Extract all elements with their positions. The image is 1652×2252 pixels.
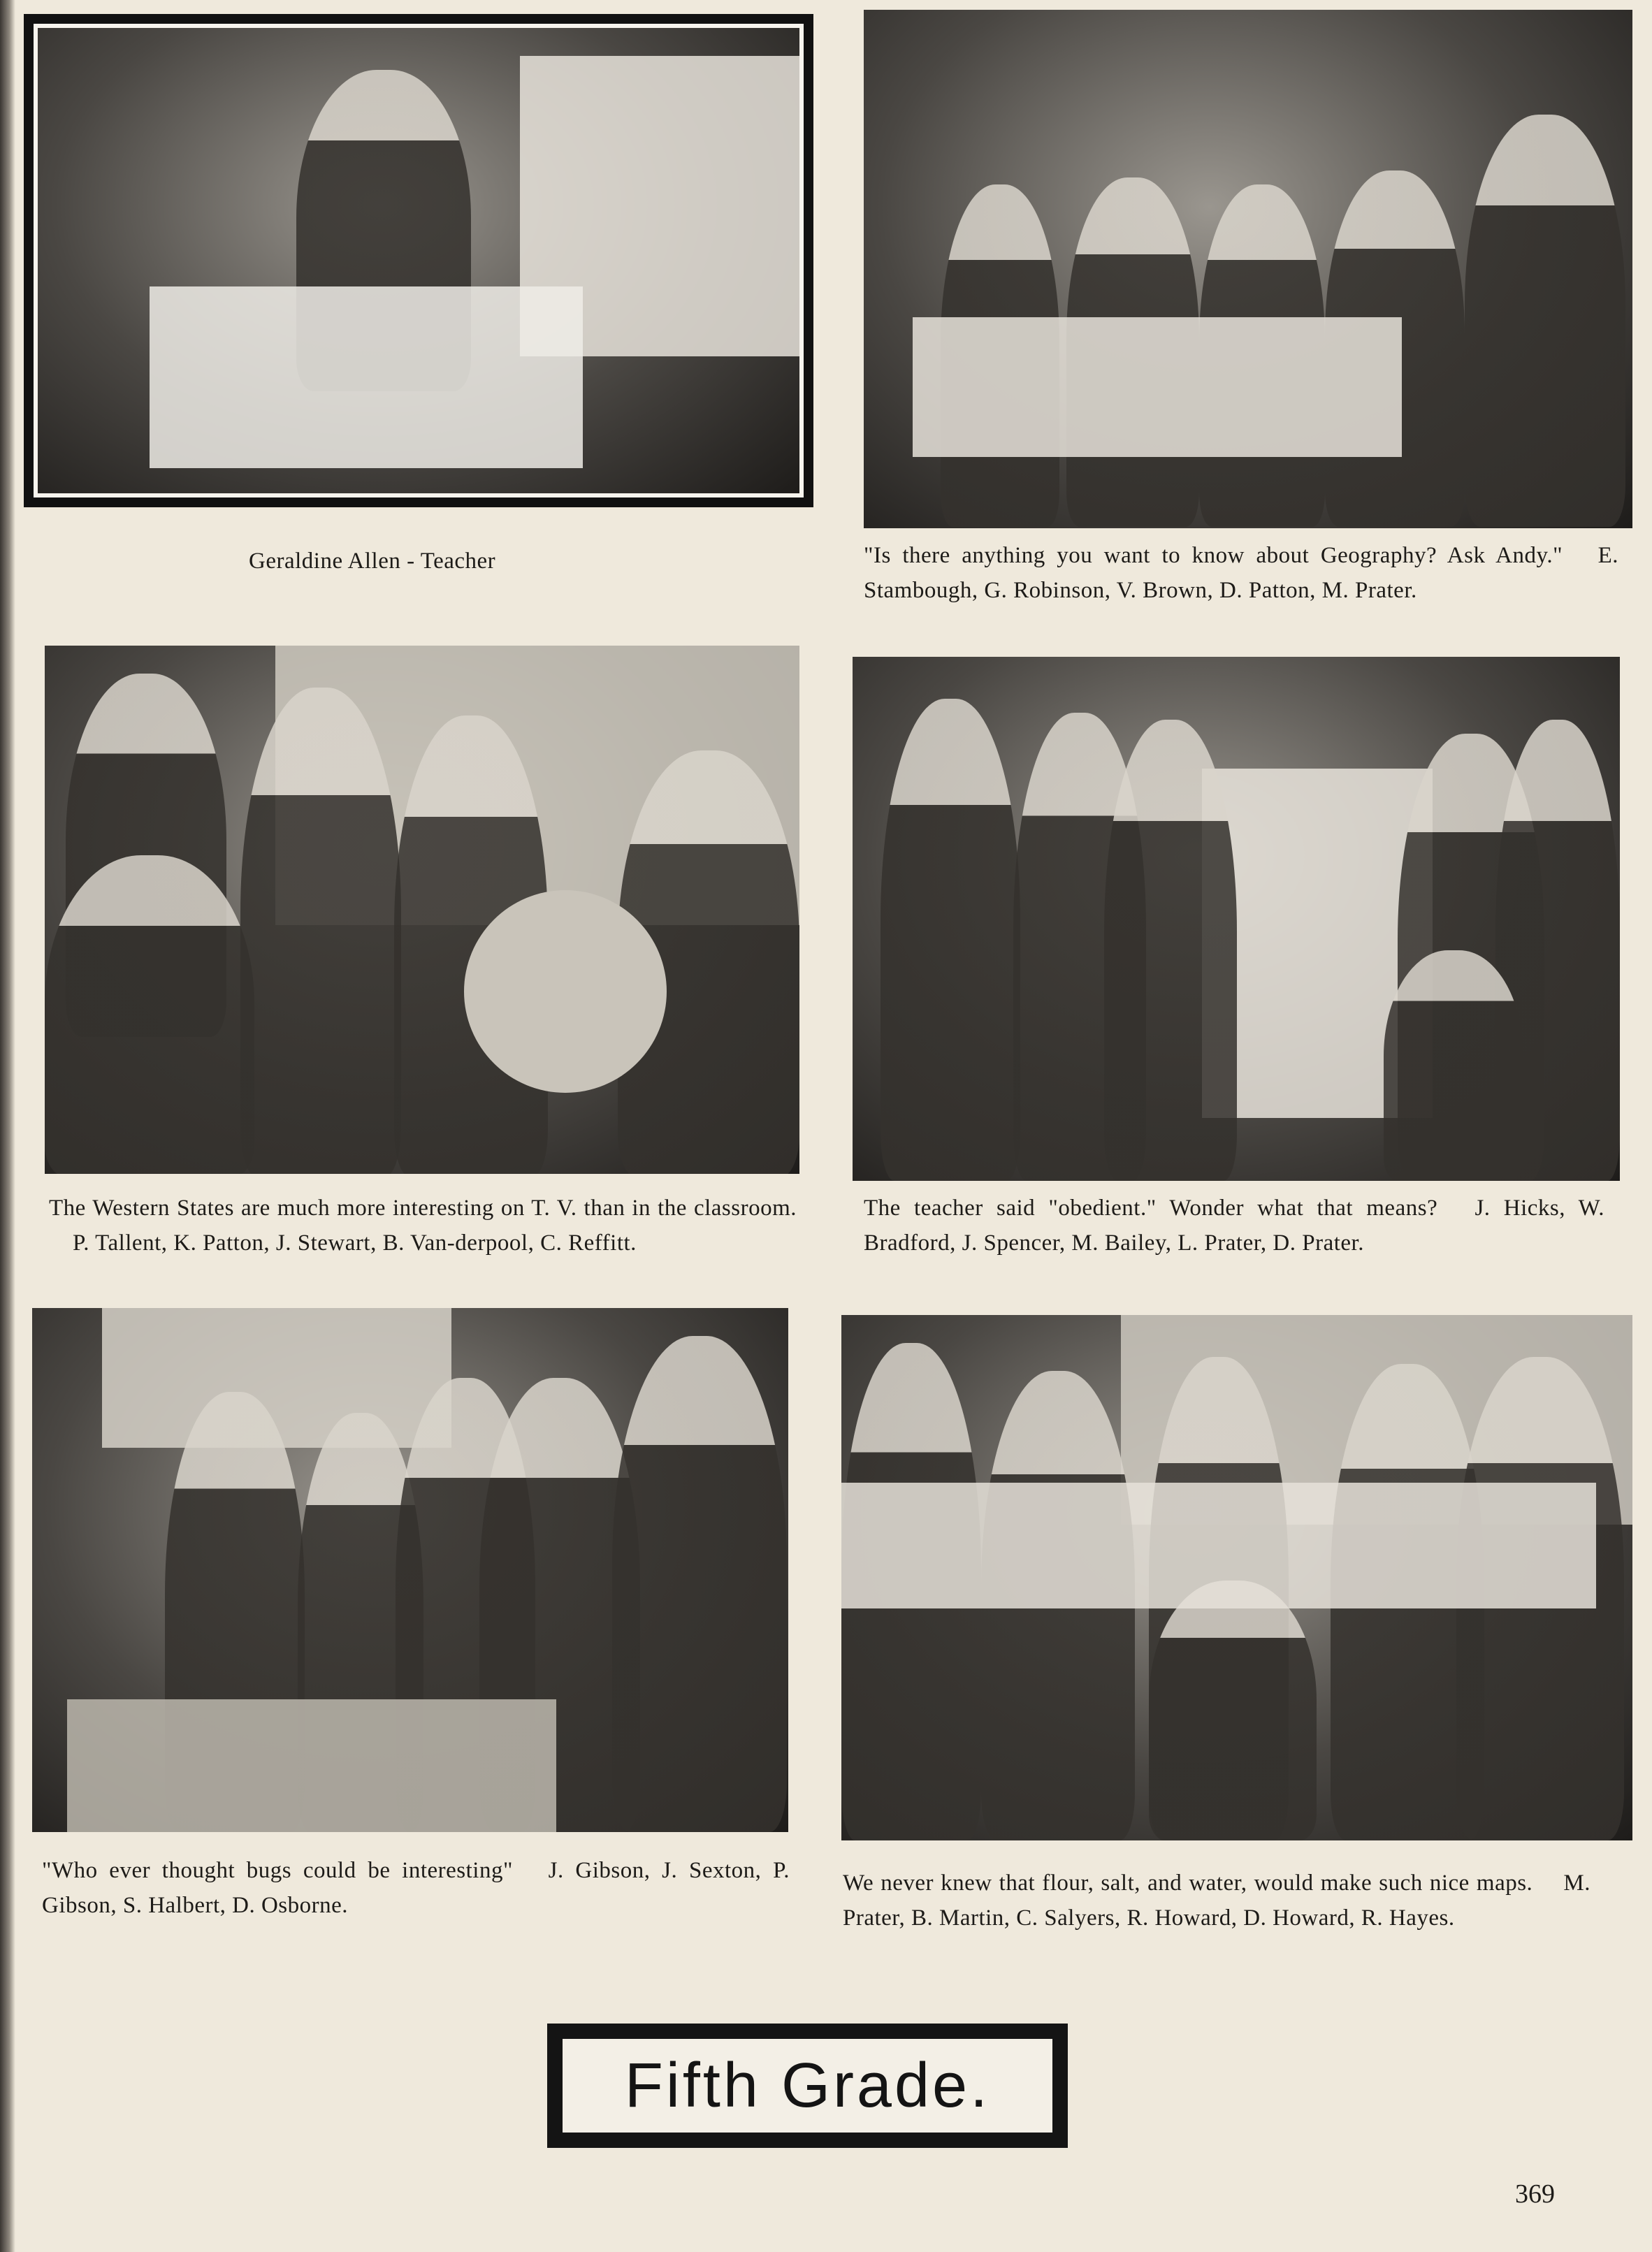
caption-names: M. Prater, B. Martin, C. Salyers, R. Howard, D. Howard, R. Hayes.	[843, 1870, 1591, 1931]
caption-bugs	[42, 1853, 790, 1923]
page-number: 369	[1515, 2179, 1555, 2209]
caption-names: E. Stambough, G. Robinson, V. Brown, D. Patton, M. Prater.	[864, 543, 1618, 603]
caption-maps	[843, 1866, 1591, 1935]
photo-western-states	[45, 646, 799, 1174]
photo-maps	[841, 1315, 1632, 1840]
caption-text: We never knew that flour, salt, and water, would make such nice maps.	[843, 1870, 1533, 1896]
caption-teacher	[249, 544, 668, 579]
globe	[464, 890, 667, 1093]
caption-text: The Western States are much more interesting on T. V. than in the classroom.	[49, 1196, 797, 1221]
photo-teacher	[34, 24, 804, 497]
photo-geography	[864, 10, 1632, 528]
caption-obedient	[864, 1191, 1604, 1261]
section-title: Fifth Grade.	[563, 2039, 1052, 2133]
caption-text: "Who ever thought bugs could be interesting"	[42, 1858, 513, 1883]
caption-western-states	[49, 1191, 797, 1261]
caption-text: The teacher said "obedient." Wonder what that means?	[864, 1196, 1438, 1221]
photo-bugs	[32, 1308, 788, 1832]
caption-geography	[864, 538, 1618, 608]
caption-text: Geraldine Allen - Teacher	[249, 549, 496, 574]
caption-names: J. Gibson, J. Sexton, P. Gibson, S. Halbert, D. Osborne.	[42, 1858, 790, 1918]
binding-edge	[0, 0, 15, 2252]
photo-obedient	[853, 657, 1620, 1181]
caption-names: P. Tallent, K. Patton, J. Stewart, B. Van-derpool, C. Reffitt.	[73, 1230, 637, 1256]
caption-text: "Is there anything you want to know about Geography? Ask Andy."	[864, 543, 1563, 568]
caption-names: J. Hicks, W. Bradford, J. Spencer, M. Bailey, L. Prater, D. Prater.	[864, 1196, 1604, 1256]
section-title-box	[547, 2024, 1068, 2148]
